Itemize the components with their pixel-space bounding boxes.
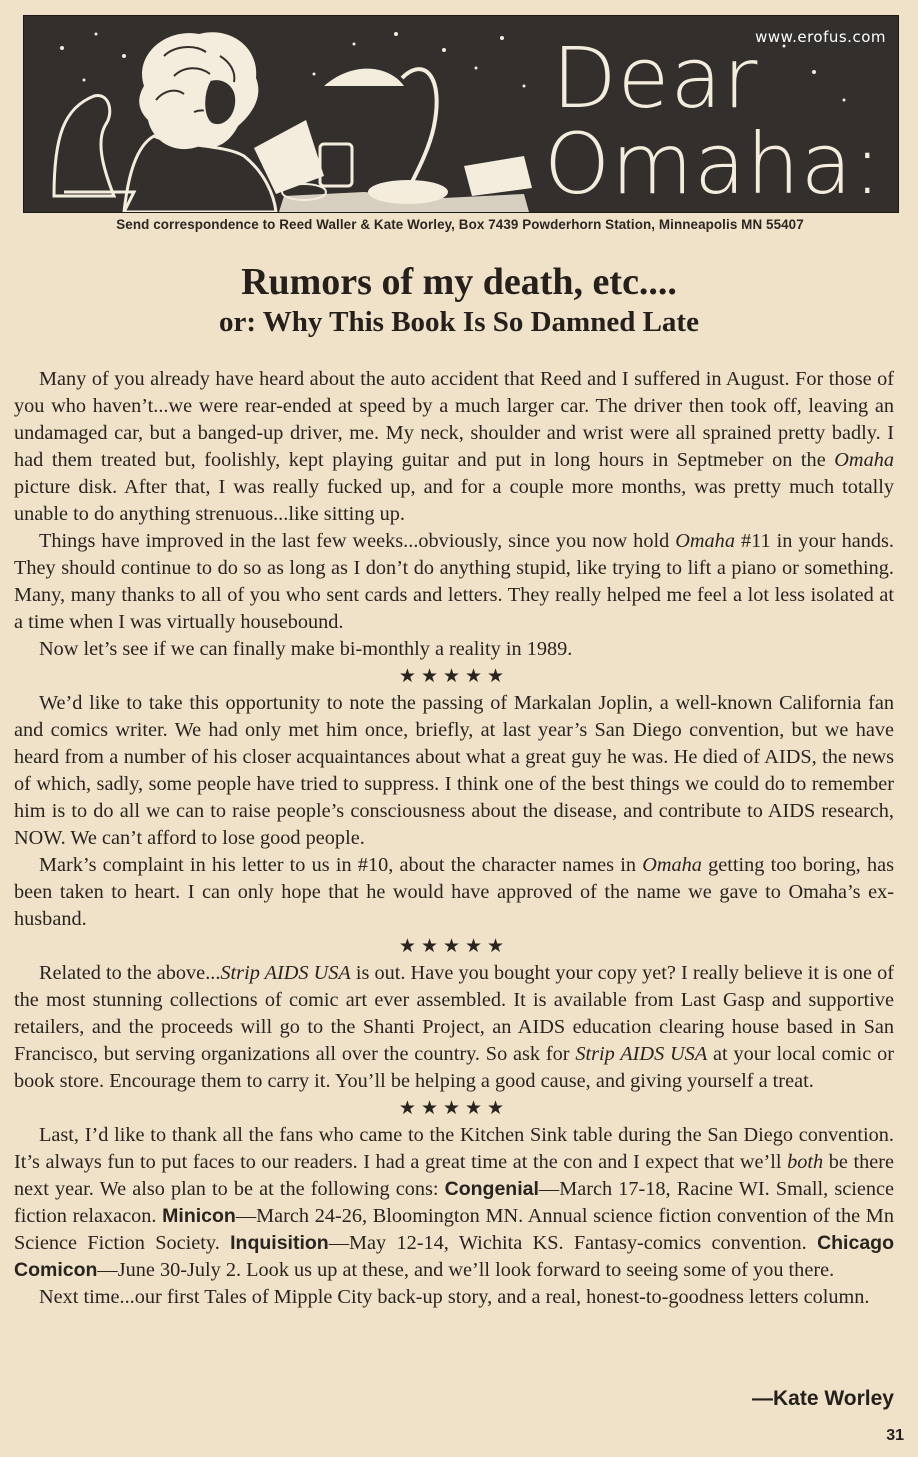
- paragraph: Mark’s complaint in his letter to us in #10, about the character names in Omaha getting too boring, has been taken to heart. I can only hope that he would have approved of the name we gave to Omaha’s ex-husband.: [14, 854, 894, 930]
- star-divider: ★★★★★: [398, 935, 510, 957]
- paragraph: Last, I’d like to thank all the fans who came to the Kitchen Sink table during the San Diego convention. It’s always fun to put faces to our readers. I had a great time at the con and I expect that we’ll both be there next year. We also plan to be at the following cons: Congenial—March 17-18, Racine WI. Small, science fiction relaxacon. Minicon—March 24-26, Bloomington MN. Annual science fiction convention of the Mn Science Fiction Society. Inquisition—May 12-14, Wichita KS. Fantasy-comics convention. Chicago Comicon—June 30-July 2. Look us up at these, and we’ll look forward to seeing some of you there.: [14, 1124, 894, 1281]
- paragraph: Next time...our first Tales of Mipple City back-up story, and a real, honest-to-goodness letters column.: [39, 1286, 870, 1308]
- watermark: www.erofus.com: [755, 28, 886, 46]
- title-line-2: Omaha:: [544, 115, 883, 213]
- paragraph: Things have improved in the last few weeks...obviously, since you now hold Omaha #11 in your hands. They should continue to do so as long as I don’t do anything stupid, like trying to lift a piano or something. Many, many thanks to all of you who sent cards and letters. They really helped me feel a lot less isolated at a time when I was virtually housebound.: [14, 530, 894, 633]
- paragraph: Many of you already have heard about the auto accident that Reed and I suffered in August. For those of you who haven’t...we were rear-ended at speed by a much larger car. The driver then took off, leaving an undamaged car, but a banged-up driver, me. My neck, shoulder and wrist were all sprained pretty badly. I had them treated but, foolishly, kept playing guitar and put in long hours in Septmeber on the Omaha picture disk. After that, I was really fucked up, and for a couple more months, was pretty much totally unable to do anything strenuous...like sitting up.: [14, 368, 894, 525]
- star-divider: ★★★★★: [398, 665, 510, 687]
- address-line: Send correspondence to Reed Waller & Kate Worley, Box 7439 Powderhorn Station, Minneapolis MN 55407: [116, 217, 804, 232]
- title-line-1: Dear: [552, 29, 759, 127]
- paragraph: We’d like to take this opportunity to note the passing of Markalan Joplin, a well-known California fan and comics writer. We had only met him once, briefly, at last year’s San Diego convention, but we have heard from a number of his closer acquaintances about what a great guy he was. He died of AIDS, the news of which, sadly, some people have tried to suppress. I think one of the best things we could do to remember him is to do all we can to raise people’s consciousness about the disease, and contribute to AIDS research, NOW. We can’t afford to lose good people.: [14, 692, 894, 849]
- column-title: [544, 29, 894, 213]
- headline: Rumors of my death, etc....: [241, 261, 677, 303]
- subheadline: or: Why This Book Is So Damned Late: [219, 306, 699, 338]
- paragraph: Related to the above...Strip AIDS USA is out. Have you bought your copy yet? I really believe it is one of the most stunning collections of comic art ever assembled. It is available from Last Gasp and supportive retailers, and the proceeds will go to the Shanti Project, an AIDS education clearing house based in San Francisco, but serving organizations all over the country. So ask for Strip AIDS USA at your local comic or book store. Encourage them to carry it. You’ll be helping a good cause, and giving yourself a treat.: [14, 962, 895, 1092]
- star-divider: ★★★★★: [398, 1097, 510, 1119]
- signature: —Kate Worley: [752, 1387, 894, 1410]
- header-banner: [23, 15, 899, 213]
- article-body: [14, 366, 894, 1311]
- page-number: 31: [886, 1427, 904, 1444]
- paragraph: Now let’s see if we can finally make bi-monthly a reality in 1989.: [39, 638, 573, 660]
